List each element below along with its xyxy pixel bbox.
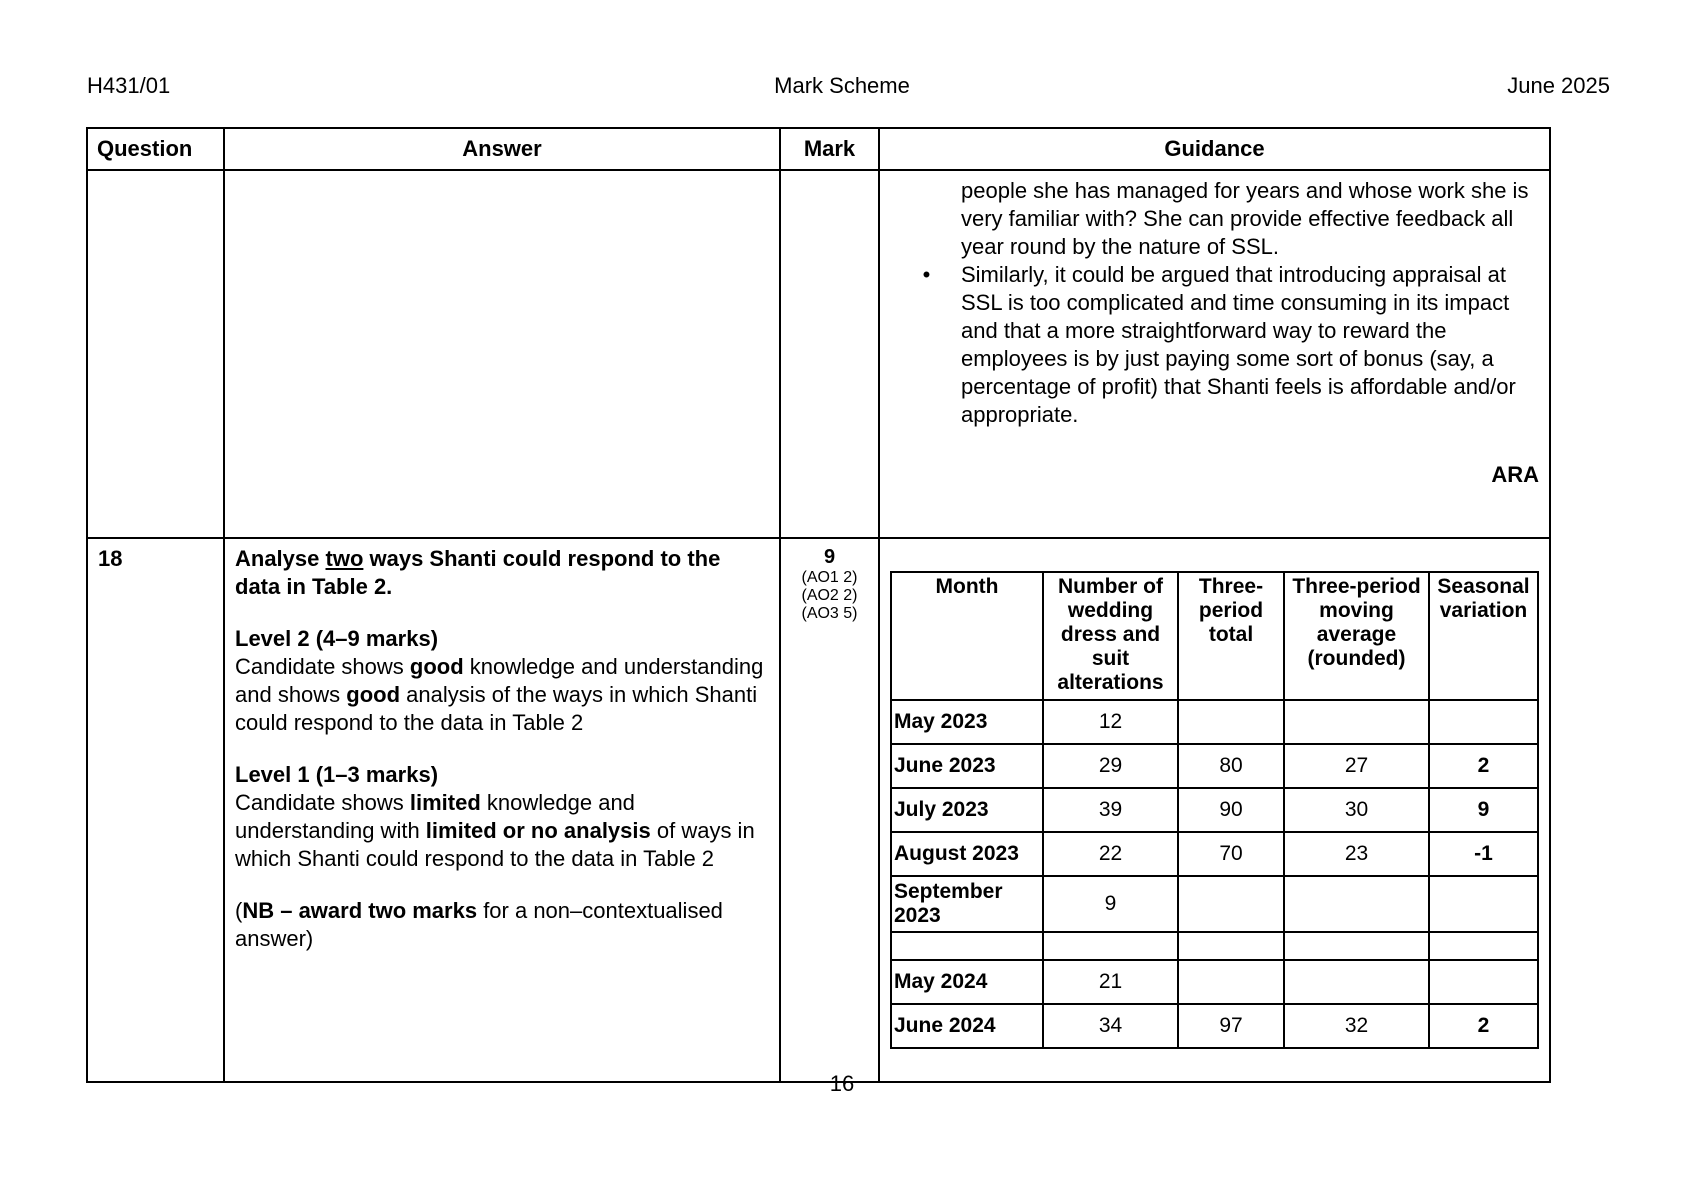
question-number: 18 — [87, 538, 224, 1082]
header-answer: Answer — [224, 128, 780, 170]
header-guidance: Guidance — [879, 128, 1550, 170]
document-code: H431/01 — [87, 73, 171, 98]
data-header-average: Three-period moving average (rounded) — [1284, 572, 1429, 700]
cell-total — [1178, 932, 1284, 960]
cell-variation: 9 — [1429, 788, 1538, 832]
question-text-part: ways Shanti could respond to the data in Table 2. — [235, 546, 721, 599]
nb-text: for a non–contextualised answer) — [235, 898, 723, 951]
descriptor-text: knowledge and understanding and shows — [235, 654, 764, 707]
cell-month: May 2023 — [891, 700, 1043, 744]
mark-total: 9 — [823, 546, 836, 568]
cell-alterations: 21 — [1043, 960, 1178, 1004]
cell-variation: -1 — [1429, 832, 1538, 876]
descriptor-text: knowledge and understanding with — [235, 790, 635, 843]
ao-breakdown: (AO1 2) — [801, 569, 858, 586]
cell-total — [1178, 700, 1284, 744]
table-row — [891, 1004, 1538, 1048]
descriptor-bold: limited — [409, 790, 481, 815]
table-row — [891, 876, 1538, 932]
nb-note — [235, 897, 769, 953]
nb-bold: NB – award two marks — [242, 898, 478, 923]
table-row — [891, 960, 1538, 1004]
mark-scheme-table — [86, 127, 1551, 1083]
cell-variation — [1429, 932, 1538, 960]
table-row — [891, 832, 1538, 876]
answer-cell — [224, 538, 780, 1082]
descriptor-text: Candidate shows — [235, 790, 410, 815]
descriptor-text: analysis of the ways in which Shanti could respond to the data in Table 2 — [235, 682, 758, 735]
cell-month: May 2024 — [891, 960, 1043, 1004]
cell-average — [1284, 960, 1429, 1004]
cell-month: August 2023 — [891, 832, 1043, 876]
header-mark: Mark — [780, 128, 879, 170]
cell-total — [1178, 960, 1284, 1004]
cell-average — [1284, 932, 1429, 960]
cell-alterations: 12 — [1043, 700, 1178, 744]
descriptor-bold: limited or no analysis — [425, 818, 651, 843]
continued-answer-cell — [224, 170, 780, 538]
guidance-bullet — [892, 261, 1539, 429]
cell-average: 27 — [1284, 744, 1429, 788]
cell-variation — [1429, 876, 1538, 932]
continued-mark-cell — [780, 170, 879, 538]
continued-row — [87, 170, 1550, 538]
header-question: Question — [87, 128, 224, 170]
level-2-title: Level 2 (4–9 marks) — [235, 626, 439, 651]
ao-breakdown: (AO2 2) — [801, 587, 858, 604]
cell-average: 23 — [1284, 832, 1429, 876]
question-text-underlined: two — [325, 546, 364, 571]
cell-total: 80 — [1178, 744, 1284, 788]
page-number: 16 — [829, 1071, 855, 1096]
cell-average: 30 — [1284, 788, 1429, 832]
cell-month: September 2023 — [891, 876, 1043, 932]
ao-breakdown: (AO3 5) — [801, 605, 858, 622]
cell-total — [1178, 876, 1284, 932]
level-2-descriptor — [235, 653, 769, 737]
cell-alterations: 22 — [1043, 832, 1178, 876]
cell-month: July 2023 — [891, 788, 1043, 832]
cell-month — [891, 932, 1043, 960]
cell-total: 97 — [1178, 1004, 1284, 1048]
table-row — [891, 788, 1538, 832]
cell-alterations: 39 — [1043, 788, 1178, 832]
cell-average — [1284, 700, 1429, 744]
table-row — [891, 744, 1538, 788]
descriptor-text: of ways in which Shanti could respond to the data in Table 2 — [235, 818, 755, 871]
guidance-bullet-text: Similarly, it could be argued that introducing appraisal at SSL is too complicated and time consuming in its impact and that a more straightforward way to reward the employees is by just paying some sort of bonus (say, a percentage of profit) that Shanti feels is affordable and/or appropriate. — [961, 262, 1516, 427]
question-18-row — [87, 538, 1550, 1082]
data-header-variation: Seasonal variation — [1429, 572, 1538, 700]
continued-question-cell — [87, 170, 224, 538]
data-header-month: Month — [891, 572, 1043, 700]
cell-alterations: 29 — [1043, 744, 1178, 788]
table-2-data — [890, 571, 1539, 1049]
continued-guidance-cell — [879, 170, 1550, 538]
level-1-descriptor — [235, 789, 769, 873]
question-text — [235, 545, 769, 601]
nb-text: ( — [235, 898, 243, 923]
descriptor-text: Candidate shows — [235, 654, 410, 679]
table-row-blank — [891, 932, 1538, 960]
guidance-signoff: ARA — [1491, 462, 1539, 487]
cell-average: 32 — [1284, 1004, 1429, 1048]
data-header-alterations: Number of wedding dress and suit alterations — [1043, 572, 1178, 700]
cell-month: June 2024 — [891, 1004, 1043, 1048]
question-text-part: Analyse — [235, 546, 326, 571]
table-header-row — [87, 128, 1550, 170]
document-date: June 2025 — [1507, 73, 1610, 98]
cell-alterations: 34 — [1043, 1004, 1178, 1048]
table-row — [891, 700, 1538, 744]
cell-average — [1284, 876, 1429, 932]
cell-total: 70 — [1178, 832, 1284, 876]
guidance-cell — [879, 538, 1550, 1082]
cell-variation — [1429, 700, 1538, 744]
data-header-total: Three-period total — [1178, 572, 1284, 700]
mark-cell — [780, 538, 879, 1082]
document-title: Mark Scheme — [774, 73, 910, 98]
cell-variation: 2 — [1429, 1004, 1538, 1048]
cell-variation: 2 — [1429, 744, 1538, 788]
cell-alterations: 9 — [1043, 876, 1178, 932]
guidance-continued-paragraph: people she has managed for years and whose work she is very familiar with? She can provide effective feedback all year round by the nature of SSL. — [961, 178, 1529, 259]
level-1-title: Level 1 (1–3 marks) — [235, 762, 439, 787]
cell-month: June 2023 — [891, 744, 1043, 788]
bullet-icon: • — [922, 262, 931, 287]
data-header-row — [891, 572, 1538, 700]
cell-total: 90 — [1178, 788, 1284, 832]
descriptor-bold: good — [346, 682, 401, 707]
cell-variation — [1429, 960, 1538, 1004]
cell-alterations — [1043, 932, 1178, 960]
descriptor-bold: good — [409, 654, 464, 679]
